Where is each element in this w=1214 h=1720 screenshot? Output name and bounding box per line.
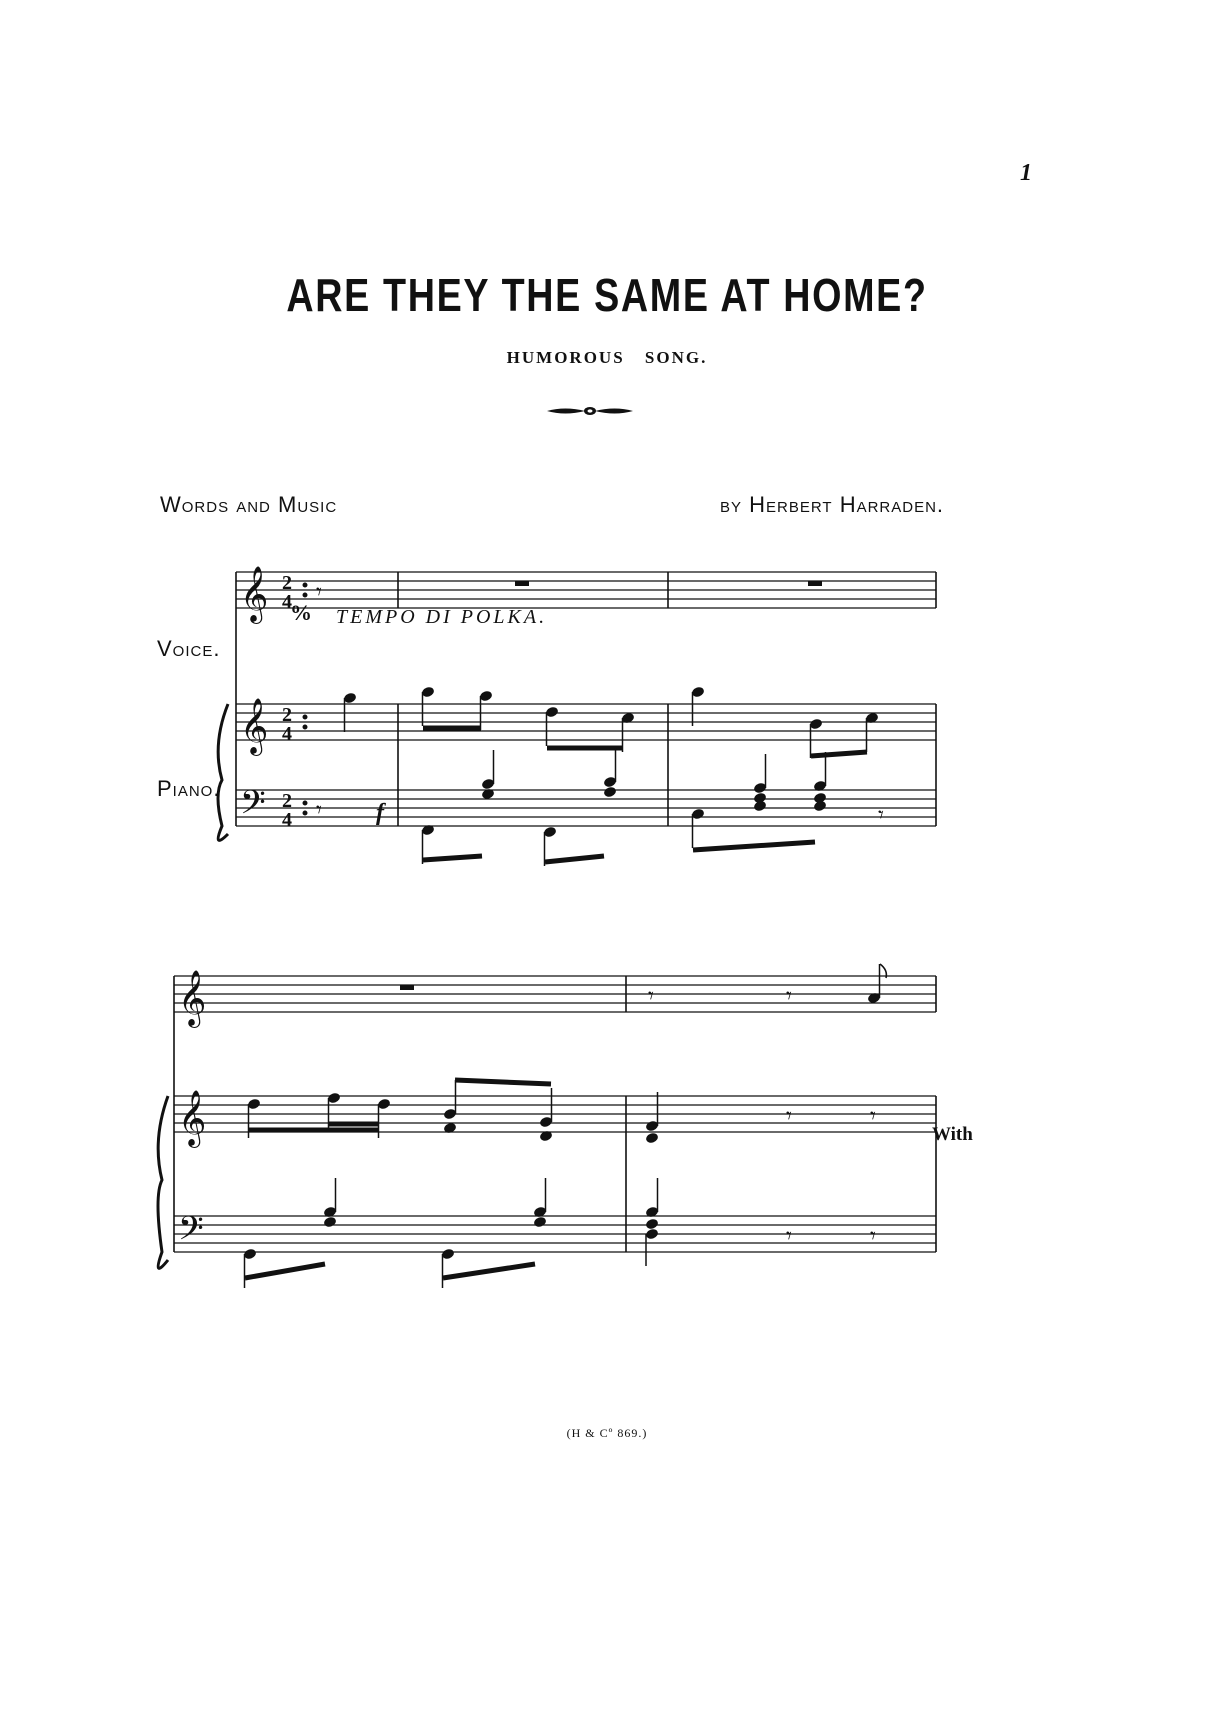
repeat-dot (303, 725, 307, 729)
piano-brace (218, 704, 228, 840)
repeat-dot (303, 715, 307, 719)
time-signature-top: 2 (282, 572, 292, 594)
beam (423, 856, 482, 860)
eighth-rest: 𝄾 (648, 984, 654, 1009)
eighth-rest: 𝄾 (786, 1224, 792, 1249)
staff-lines (174, 572, 936, 1252)
treble-clef: 𝄞 (240, 698, 269, 754)
clefs (178, 566, 292, 1256)
time-signature-bottom: 4 (282, 723, 292, 745)
eighth-rest: 𝄾 (786, 1104, 792, 1129)
piano-label: Piano. (157, 776, 221, 801)
eighth-rest: 𝄾 (878, 803, 884, 828)
eighth-rest: 𝄾 (786, 984, 792, 1009)
time-signature-top: 2 (282, 790, 292, 812)
repeat-dot (303, 801, 307, 805)
tempo-marking: TEMPO DI POLKA. (336, 606, 548, 628)
beam (811, 752, 867, 756)
note-head (753, 800, 767, 813)
segno-sign: % (290, 600, 312, 625)
footer-plate-number: (H & Cº 869.) (566, 1426, 648, 1440)
bass-clef: 𝄢 (240, 784, 266, 830)
repeat-dot (303, 593, 307, 597)
beam (545, 856, 604, 862)
time-signature-bottom: 4 (282, 591, 292, 613)
whole-rest (515, 581, 529, 586)
eighth-rest: 𝄾 (870, 1104, 876, 1129)
voice-label: Voice. (157, 636, 221, 661)
page-number: 1 (1020, 160, 1032, 186)
note-head (645, 1218, 659, 1231)
note-head (603, 786, 617, 799)
whole-rest (400, 985, 414, 990)
repeat-dot (303, 811, 307, 815)
treble-clef: 𝄞 (178, 1090, 207, 1146)
note-head (323, 1216, 337, 1229)
barlines (174, 572, 936, 1252)
eighth-rest: 𝄾 (870, 1224, 876, 1249)
note-head (645, 1228, 659, 1241)
lyric-text: With (932, 1124, 973, 1145)
whole-rest (808, 581, 822, 586)
beam (693, 842, 815, 850)
piano-brace (158, 1096, 168, 1268)
treble-clef: 𝄞 (240, 566, 269, 622)
time-signature-top: 2 (282, 704, 292, 726)
song-title: ARE THEY THE SAME AT HOME? (286, 269, 928, 321)
credits-right: by Herbert Harraden. (720, 492, 945, 517)
song-subtitle: HUMOROUS SONG. (506, 348, 708, 367)
beam (455, 1080, 551, 1084)
note-head (813, 800, 827, 813)
note-head (533, 1216, 547, 1229)
treble-clef: 𝄞 (178, 970, 207, 1026)
beam (443, 1264, 535, 1278)
credits-left: Words and Music (160, 492, 338, 517)
beam (245, 1264, 325, 1278)
note-head (645, 1132, 659, 1145)
bass-clef: 𝄢 (178, 1210, 204, 1256)
eighth-rest: 𝄾 (316, 580, 322, 605)
eighth-rest: 𝄾 (316, 798, 322, 823)
time-signature-bottom: 4 (282, 809, 292, 831)
dynamic-forte: f (376, 800, 384, 826)
notes (158, 580, 886, 1288)
repeat-dot (303, 583, 307, 587)
